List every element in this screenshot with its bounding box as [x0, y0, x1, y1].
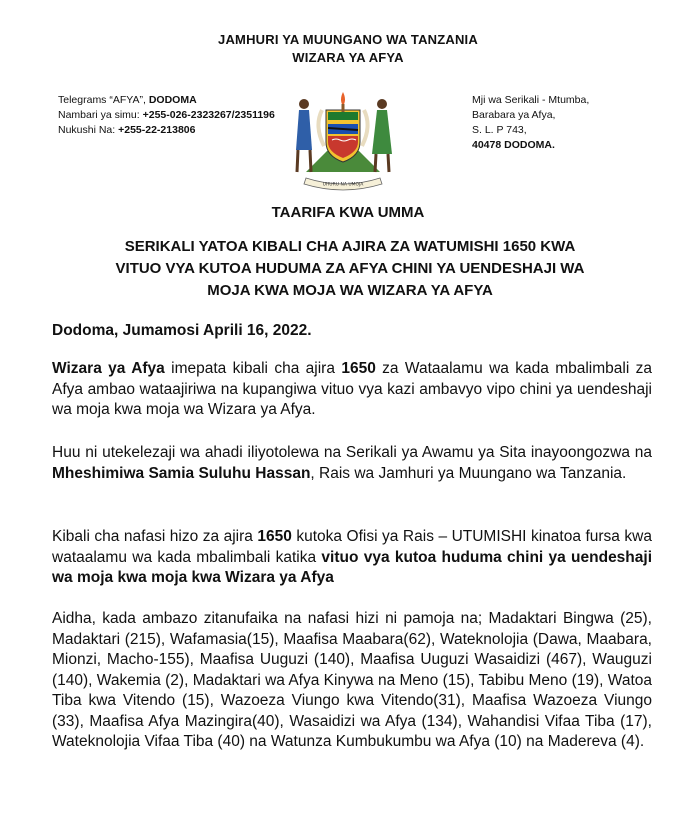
ministry-heading: WIZARA YA AFYA	[292, 50, 404, 65]
press-release-title	[60, 236, 640, 302]
crest-motto: UHURU NA UMOJA	[322, 182, 364, 188]
address-city: DODOMA.	[504, 139, 555, 151]
dateline: Dodoma, Jumamosi Aprili 16, 2022.	[52, 322, 312, 339]
p1-text-a: imepata kibali cha ajira	[164, 360, 342, 377]
coat-of-arms-icon	[284, 80, 402, 192]
fax-label: Nukushi Na:	[58, 124, 119, 136]
phone-number: +255-026-2323267/2351196	[142, 109, 275, 121]
p3-text-b: kutoka Ofisi ya Rais – UTUMISHI kinatoa fursa kwa wataalamu wa kada mbalimbali katika	[52, 528, 652, 566]
telegrams-city: DODOMA	[148, 94, 197, 106]
address-line-3: S. L. P 743,	[472, 124, 527, 136]
telegrams-label: Telegrams “AFYA”,	[58, 94, 149, 106]
p2-text-b: , Rais wa Jamhuri ya Muungano wa Tanzania.	[310, 464, 627, 482]
p1-ministry: Wizara ya Afya	[52, 360, 165, 377]
phone-label: Nambari ya simu:	[58, 109, 143, 121]
fax-number: +255-22-213806	[118, 124, 196, 136]
right-contact-block	[472, 93, 589, 153]
address-line-1: Mji wa Serikali - Mtumba,	[472, 94, 590, 106]
title-line-2: VITUO VYA KUTOA HUDUMA ZA AFYA CHINI YA UENDESHAJI WA	[115, 260, 585, 277]
p1-count: 1650	[341, 360, 376, 377]
left-contact-block	[58, 93, 275, 138]
title-line-3: MOJA KWA MOJA WA WIZARA YA AFYA	[207, 282, 493, 299]
paragraph-2	[52, 443, 652, 484]
telegrams-line	[58, 93, 275, 108]
phone-line	[58, 108, 275, 123]
title-line-1: SERIKALI YATOA KIBALI CHA AJIRA ZA WATUMISHI 1650 KWA	[124, 238, 576, 255]
p2-text-a: Huu ni utekelezaji wa ahadi iliyotolewa na Serikali ya Awamu ya Sita inayoongozwa na	[52, 444, 652, 461]
notice-heading: TAARIFA KWA UMMA	[271, 204, 425, 221]
paragraph-3	[52, 527, 652, 589]
republic-heading: JAMHURI YA MUUNGANO WA TANZANIA	[218, 32, 478, 47]
p3-count: 1650	[257, 528, 292, 545]
paragraph-1	[52, 359, 652, 421]
p1-text-b: za Wataalamu wa kada mbalimbali za Afya ambao wataajiriwa na kupangiwa vituo vya kazi ambavyo vipo chini ya uendeshaji wa moja kwa moja wa Wizara ya Afya.	[52, 360, 653, 418]
p3-text-a: Kibali cha nafasi hizo za ajira	[52, 528, 258, 545]
p3-facilities: vituo vya kutoa huduma chini ya uendeshaji wa moja kwa moja kwa Wizara ya Afya	[52, 548, 653, 586]
p2-president-name: Mheshimiwa Samia Suluhu Hassan	[52, 464, 311, 482]
fax-line	[58, 123, 275, 138]
address-line-4	[472, 138, 589, 153]
postcode: 40478	[472, 139, 505, 151]
paragraph-4: Aidha, kada ambazo zitanufaika na nafasi hizi ni pamoja na; Madaktari Bingwa (25), Madaktari (215), Wafamasia(15), Maafisa Maabara(62), Wateknolojia (Dawa, Maabara, Mionzi, Macho-155), Maafisa Uuguzi (140), Maafisa Uuguzi Wasaidizi (467), Wauguzi (140), Wakemia (2), Madaktari wa Afya Kinywa na Meno (15), Tabibu Meno (19), Watoa Tiba kwa Vitendo (15), Wazoeza Viungo kwa Vitendo(31), Maafisa Wazoeza Viungo (33), Maafisa Afya Mazingira(40), Wasaidizi wa Afya (134), Wahandisi Vifaa Tiba (17), Wateknolojia Vifaa Tiba (40) na Watunza Kumbukumbu wa Afya (10) na Madereva (4).	[52, 610, 652, 750]
address-line-2: Barabara ya Afya,	[472, 109, 556, 121]
